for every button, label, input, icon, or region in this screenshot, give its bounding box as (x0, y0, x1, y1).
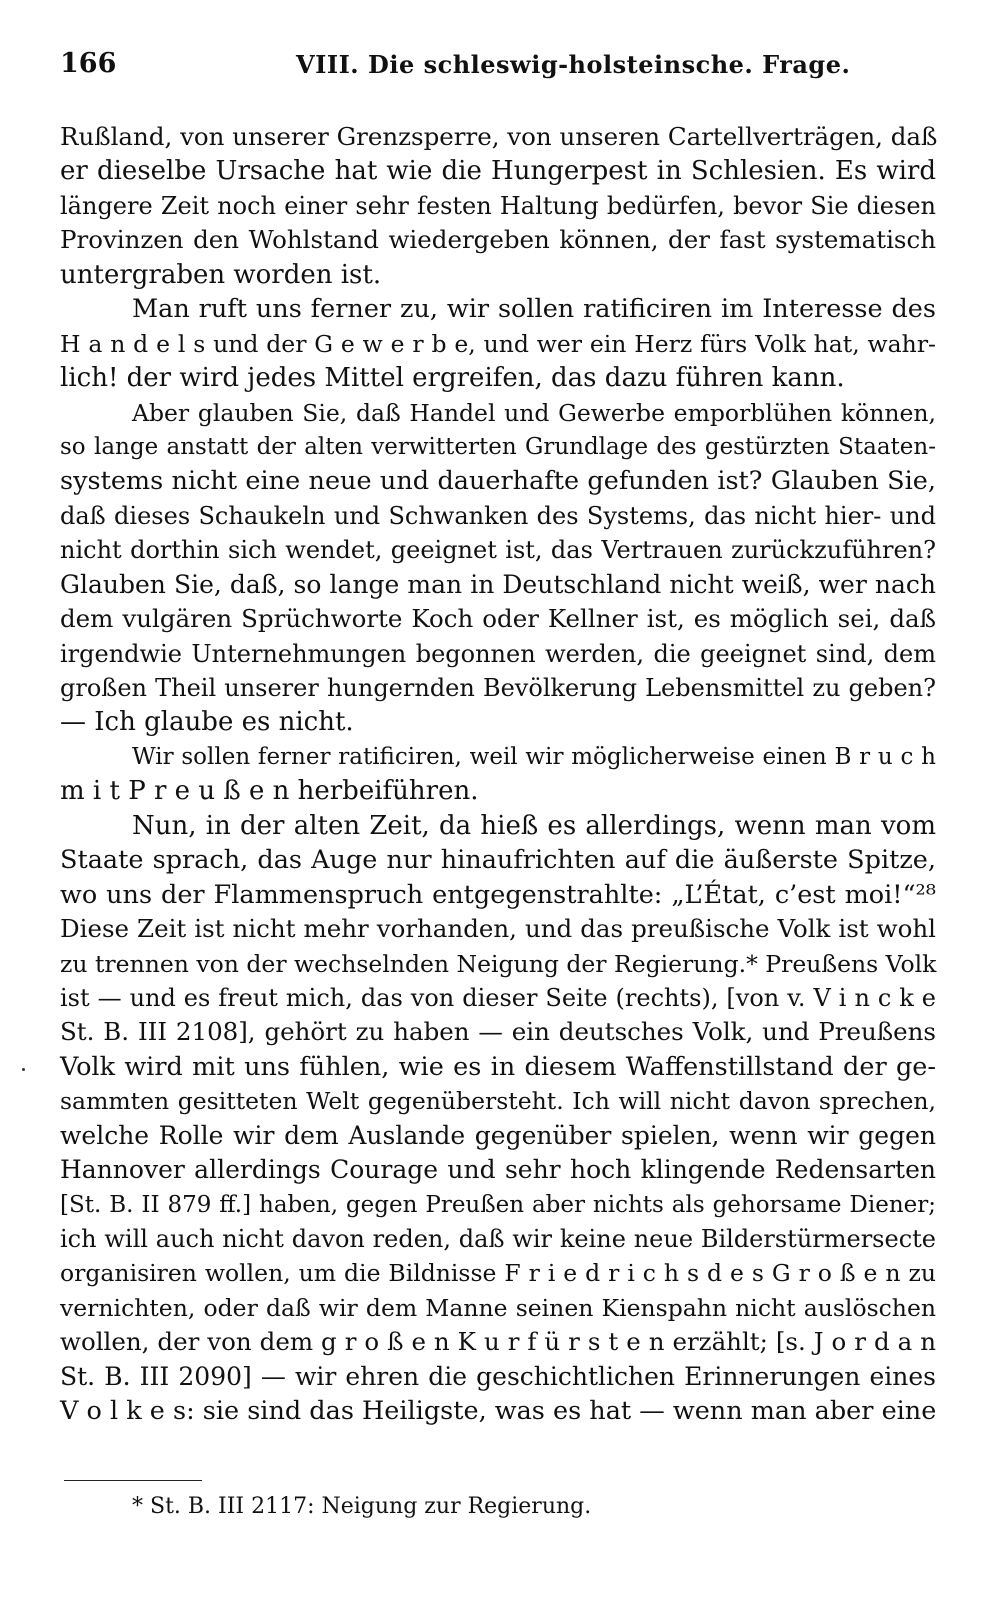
text-line: Glauben Sie, daß, so lange man in Deutschland nicht weiß, wer nach (60, 569, 936, 599)
page-number: 166 (60, 48, 117, 79)
book-page (60, 48, 936, 1429)
text-line: ist — und es freut mich, das von dieser Seite (rechts), [von v. V i n c k e (60, 983, 936, 1012)
text-line: vernichten, oder daß wir dem Manne seinen Kienspahn nicht auslöschen (60, 1293, 936, 1322)
text-line: Wir sollen ferner ratificiren, weil wir möglicherweise einen B r u c h (132, 743, 936, 770)
text-line: Diese Zeit ist nicht mehr vorhanden, und das preußische Volk ist wohl (60, 914, 936, 944)
print-speck (22, 1068, 25, 1071)
running-title: VIII. Die schleswig-holsteinsche. Frage. (296, 50, 851, 79)
text-line: längere Zeit noch einer sehr festen Haltung bedürfen, bevor Sie diesen (60, 191, 936, 220)
text-line: — Ich glaube es nicht. (60, 707, 354, 738)
text-line: nicht dorthin sich wendet, geeignet ist, das Vertrauen zurückzuführen? (60, 536, 936, 565)
text-line: lich! der wird jedes Mittel ergreifen, das dazu führen kann. (60, 363, 845, 394)
footnote: * St. B. III 2117: Neigung zur Regierung. (132, 1494, 592, 1519)
text-line: Nun, in der alten Zeit, da hieß es allerdings, wenn man vom (132, 810, 936, 841)
text-line: wo uns der Flammenspruch entgegenstrahlte: „L’État, c’est moi!“²⁸ (60, 879, 936, 910)
text-line: so lange anstatt der alten verwitterten Grundlage des gestürzten Staaten- (60, 433, 936, 460)
text-line: welche Rolle wir dem Auslande gegenüber spielen, wenn wir gegen (60, 1120, 936, 1150)
text-line: Man ruft uns ferner zu, wir sollen ratificiren im Interesse des (132, 294, 936, 325)
text-line: St. B. III 2108], gehört zu haben — ein deutsches Volk, und Preußens (60, 1017, 936, 1047)
text-line: großen Theil unserer hungernden Bevölkerung Lebensmittel zu geben? (60, 674, 936, 702)
text-line: systems nicht eine neue und dauerhafte gefunden ist? Glauben Sie, (60, 466, 936, 497)
text-line: ich will auch nicht davon reden, daß wir keine neue Bilderstürmersecte (60, 1225, 936, 1253)
text-line: [St. B. II 879 ff.] haben, gegen Preußen aber nichts als gehorsame Diener; (60, 1191, 936, 1218)
text-line: untergraben worden ist. (60, 259, 382, 290)
text-line: V o l k e s: sie sind das Heiligste, was es hat — wenn man aber eine (60, 1396, 937, 1427)
text-line: H a n d e l s und der G e w e r b e, und wer ein Herz fürs Volk hat, wahr- (60, 329, 936, 358)
text-line: St. B. III 2090] — wir ehren die geschichtlichen Erinnerungen eines (60, 1361, 936, 1391)
text-line: Rußland, von unserer Grenzsperre, von unseren Cartellverträgen, daß (60, 122, 938, 151)
text-line: Hannover allerdings Courage und sehr hoch klingende Redensarten (60, 1155, 936, 1185)
text-line: zu trennen von der wechselnden Neigung der Regierung.* Preußens Volk (60, 949, 937, 978)
text-line: daß dieses Schaukeln und Schwanken des Systems, das nicht hier- und (60, 501, 936, 530)
page-header (60, 48, 936, 88)
text-line: Provinzen den Wohlstand wiedergeben können, der fast systematisch (60, 225, 936, 255)
text-line: wollen, der von dem g r o ß e n K u r f ü r s t e n erzählt; [s. J o r d a n (60, 1327, 936, 1357)
text-line: Aber glauben Sie, daß Handel und Gewerbe emporblühen können, (132, 398, 936, 427)
text-line: dem vulgären Sprüchworte Koch oder Kellner ist, es möglich sei, daß (60, 604, 936, 634)
text-line: organisiren wollen, um die Bildnisse F r i e d r i c h s d e s G r o ß e n zu (60, 1259, 936, 1288)
text-line: er dieselbe Ursache hat wie die Hungerpest in Schlesien. Es wird (60, 156, 936, 187)
footnote-divider (64, 1480, 202, 1481)
text-line: m i t P r e u ß e n herbeiführen. (60, 776, 479, 807)
body-text (60, 120, 936, 1429)
text-line: irgendwie Unternehmungen begonnen werden, die geeignet sind, dem (60, 639, 936, 668)
text-line: Volk wird mit uns fühlen, wie es in diesem Waffenstillstand der ge- (60, 1051, 936, 1082)
text-line: Staate sprach, das Auge nur hinaufrichten auf die äußerste Spitze, (60, 845, 936, 876)
text-line: sammten gesitteten Welt gegenübersteht. Ich will nicht davon sprechen, (60, 1087, 936, 1116)
